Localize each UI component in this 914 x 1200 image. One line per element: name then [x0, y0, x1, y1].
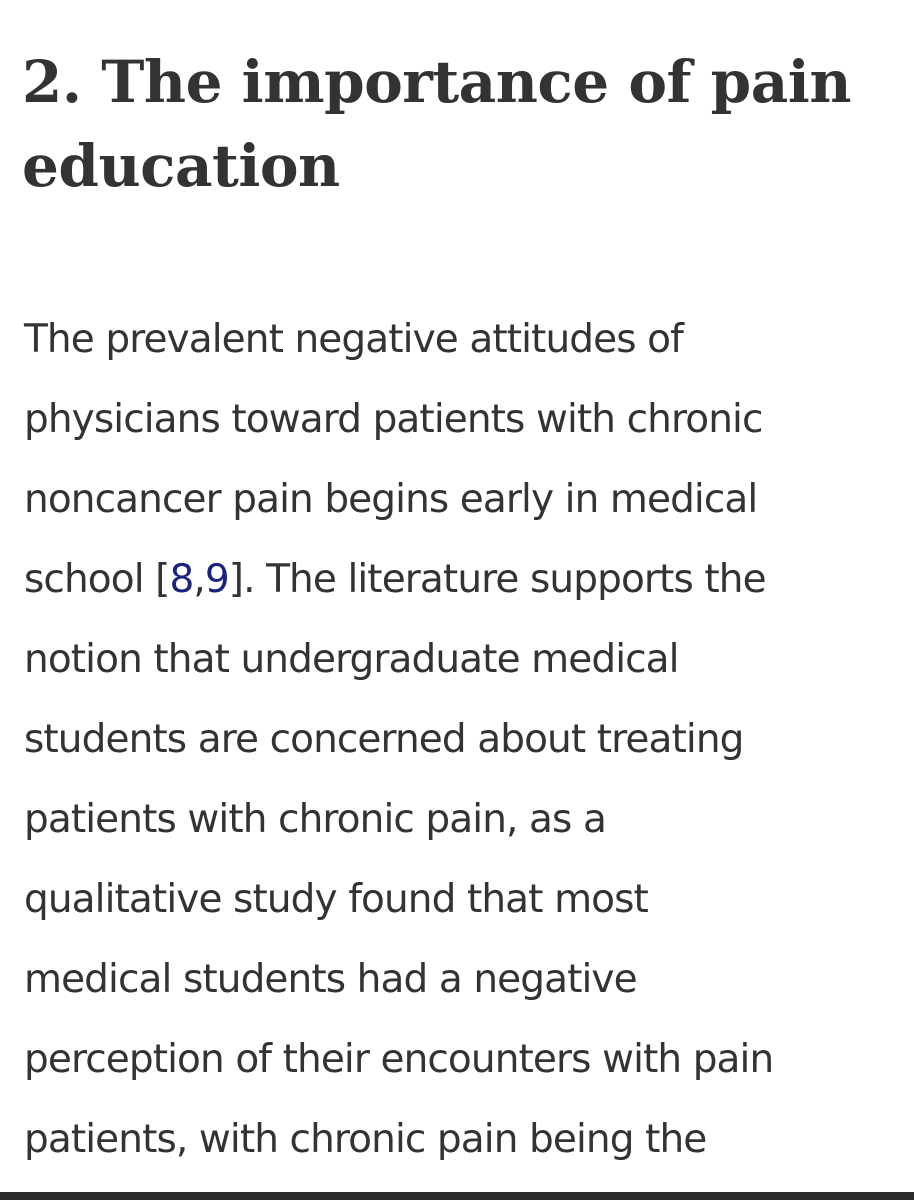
paragraph-line-3: noncancer pain begins early in medical — [24, 477, 758, 522]
paragraph-line-4-end: ]. The literature supports the — [228, 557, 766, 602]
citation-separator: , — [193, 557, 205, 602]
paragraph-line-10: perception of their encounters with pain — [24, 1037, 774, 1082]
section-heading-line-2: education — [22, 132, 340, 200]
paragraph-line-4-start: school [ — [24, 557, 170, 602]
paragraph-line-9: medical students had a negative — [24, 957, 637, 1002]
body-paragraph — [24, 300, 904, 1180]
bottom-bar — [0, 1192, 914, 1200]
section-heading-line-1: 2. The importance of pain — [22, 48, 851, 116]
paragraph-line-8: qualitative study found that most — [24, 877, 648, 922]
paragraph-line-7: patients with chronic pain, as a — [24, 797, 606, 842]
citation-link-9[interactable]: 9 — [204, 557, 229, 602]
paragraph-line-5: notion that undergraduate medical — [24, 637, 679, 682]
paragraph-line-1: The prevalent negative attitudes of — [24, 317, 683, 362]
section-heading — [22, 40, 892, 208]
paragraph-line-2: physicians toward patients with chronic — [24, 397, 763, 442]
paragraph-line-11: patients, with chronic pain being the — [24, 1117, 707, 1162]
paragraph-line-6: students are concerned about treating — [24, 717, 744, 762]
paragraph-line-4 — [24, 540, 904, 620]
citation-link-8[interactable]: 8 — [169, 557, 194, 602]
